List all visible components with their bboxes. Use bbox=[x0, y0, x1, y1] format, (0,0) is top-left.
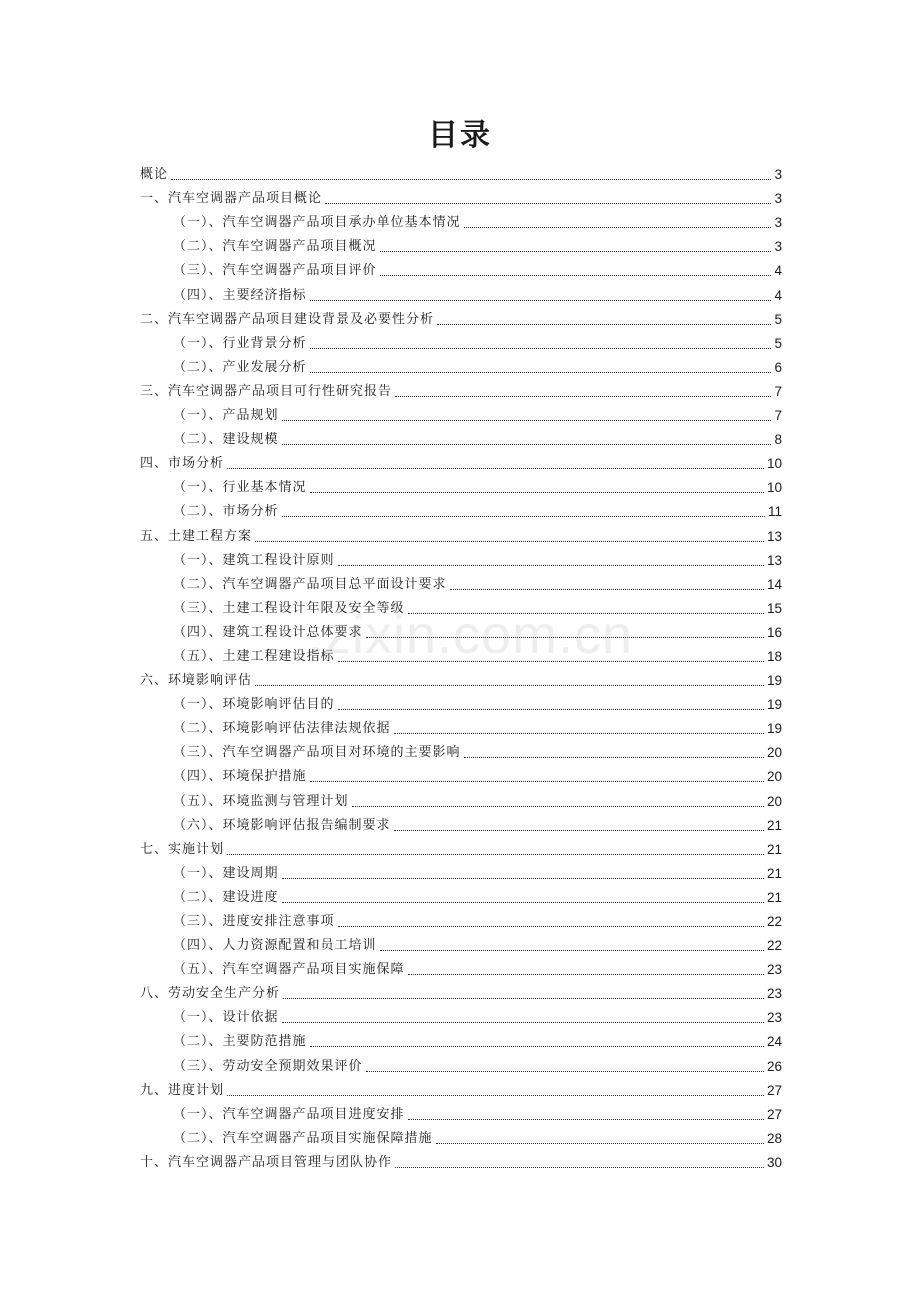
toc-entry-page-number: 27 bbox=[766, 1082, 782, 1098]
toc-entry-page-number: 14 bbox=[766, 576, 782, 592]
toc-dot-leader bbox=[171, 179, 771, 180]
toc-entry-title: （四）、人力资源配置和员工培训 bbox=[173, 938, 377, 954]
toc-dot-leader bbox=[325, 203, 771, 204]
toc-entry-page-number: 6 bbox=[774, 359, 782, 375]
toc-entry-page-number: 5 bbox=[774, 311, 782, 327]
toc-entry-title: 四、市场分析 bbox=[140, 456, 225, 472]
toc-entry-page-number: 8 bbox=[774, 432, 782, 448]
toc-entry[interactable] bbox=[140, 521, 782, 545]
toc-dot-leader bbox=[282, 902, 764, 903]
toc-dot-leader bbox=[408, 974, 764, 975]
toc-entry-page-number: 13 bbox=[766, 528, 782, 544]
toc-entry[interactable] bbox=[140, 449, 782, 473]
toc-entry-page-number: 26 bbox=[766, 1058, 782, 1074]
toc-dot-leader bbox=[310, 372, 772, 373]
toc-dot-leader bbox=[282, 420, 772, 421]
toc-dot-leader bbox=[366, 1071, 764, 1072]
toc-entry-title: （四）、建筑工程设计总体要求 bbox=[173, 624, 363, 640]
toc-entry[interactable] bbox=[140, 305, 782, 329]
toc-entry-title: （五）、土建工程建设指标 bbox=[173, 648, 335, 664]
toc-dot-leader bbox=[310, 492, 764, 493]
toc-entry-title: （三）、汽车空调器产品项目评价 bbox=[173, 263, 377, 279]
toc-dot-leader bbox=[366, 637, 764, 638]
toc-entry[interactable] bbox=[140, 497, 782, 521]
toc-entry-page-number: 23 bbox=[766, 1010, 782, 1026]
toc-entry-title: （一）、建设周期 bbox=[173, 865, 279, 881]
toc-dot-leader bbox=[255, 685, 764, 686]
toc-dot-leader bbox=[310, 300, 772, 301]
toc-entry-title: （三）、汽车空调器产品项目对环境的主要影响 bbox=[173, 745, 461, 761]
toc-entry-page-number: 10 bbox=[766, 480, 782, 496]
toc-entry-title: （六）、环境影响评估报告编制要求 bbox=[173, 817, 391, 833]
toc-entry-page-number: 19 bbox=[766, 721, 782, 737]
toc-entry[interactable] bbox=[140, 570, 782, 594]
toc-entry-title: （一）、行业背景分析 bbox=[173, 335, 307, 351]
toc-entry[interactable] bbox=[140, 955, 782, 979]
toc-entry[interactable] bbox=[140, 1124, 782, 1148]
toc-entry-title: 一、汽车空调器产品项目概论 bbox=[140, 191, 323, 207]
toc-dot-leader bbox=[282, 516, 765, 517]
toc-entry[interactable] bbox=[140, 329, 782, 353]
toc-entry-page-number: 7 bbox=[774, 383, 782, 399]
toc-dot-leader bbox=[352, 806, 764, 807]
toc-entry[interactable] bbox=[140, 859, 782, 883]
toc-entry-title: （三）、进度安排注意事项 bbox=[173, 914, 335, 929]
toc-entry-title: （二）、建设规模 bbox=[173, 432, 279, 448]
toc-entry[interactable] bbox=[140, 546, 782, 570]
toc-entry[interactable] bbox=[140, 738, 782, 762]
toc-entry-page-number: 22 bbox=[766, 914, 782, 929]
toc-entry-page-number: 20 bbox=[766, 769, 782, 785]
toc-entry[interactable] bbox=[140, 786, 782, 810]
toc-entry[interactable] bbox=[140, 835, 782, 859]
page-title: 目录 bbox=[428, 118, 492, 153]
toc-dot-leader bbox=[338, 926, 764, 927]
table-of-contents bbox=[140, 160, 782, 1172]
toc-entry[interactable] bbox=[140, 232, 782, 256]
toc-dot-leader bbox=[310, 1046, 764, 1047]
toc-entry-title: （一）、汽车空调器产品项目承办单位基本情况 bbox=[173, 215, 461, 231]
toc-entry[interactable] bbox=[140, 1076, 782, 1100]
toc-entry-page-number: 21 bbox=[766, 817, 782, 833]
toc-entry[interactable] bbox=[140, 762, 782, 786]
toc-entry-page-number: 18 bbox=[766, 648, 782, 664]
toc-entry-title: 二、汽车空调器产品项目建设背景及必要性分析 bbox=[140, 311, 435, 327]
toc-entry-page-number: 16 bbox=[766, 624, 782, 640]
toc-dot-leader bbox=[464, 227, 772, 228]
toc-dot-leader bbox=[408, 613, 764, 614]
toc-entry-page-number: 3 bbox=[774, 215, 782, 231]
toc-dot-leader bbox=[227, 468, 764, 469]
toc-entry-page-number: 24 bbox=[766, 1034, 782, 1050]
toc-dot-leader bbox=[395, 396, 771, 397]
toc-dot-leader bbox=[227, 1095, 764, 1096]
toc-entry-title: （二）、汽车空调器产品项目总平面设计要求 bbox=[173, 576, 447, 592]
toc-entry-page-number: 4 bbox=[774, 287, 782, 303]
toc-entry-title: （二）、主要防范措施 bbox=[173, 1034, 307, 1050]
toc-entry-title: （一）、产品规划 bbox=[173, 408, 279, 424]
toc-entry[interactable] bbox=[140, 811, 782, 835]
toc-entry-title: （四）、主要经济指标 bbox=[173, 287, 307, 303]
toc-entry-title: 三、汽车空调器产品项目可行性研究报告 bbox=[140, 383, 393, 399]
toc-entry-title: （三）、劳动安全预期效果评价 bbox=[173, 1058, 363, 1074]
toc-entry-title: （四）、环境保护措施 bbox=[173, 769, 307, 785]
toc-entry-title: （二）、汽车空调器产品项目概况 bbox=[173, 239, 377, 255]
toc-entry-page-number: 11 bbox=[767, 504, 782, 520]
toc-entry-page-number: 20 bbox=[766, 745, 782, 761]
toc-entry-title: 五、土建工程方案 bbox=[140, 528, 253, 544]
toc-entry-page-number: 13 bbox=[766, 552, 782, 568]
toc-entry[interactable] bbox=[140, 473, 782, 497]
toc-entry[interactable] bbox=[140, 280, 782, 304]
toc-dot-leader bbox=[282, 444, 772, 445]
toc-entry-title: （三）、土建工程设计年限及安全等级 bbox=[173, 600, 405, 616]
toc-entry[interactable] bbox=[140, 184, 782, 208]
toc-entry[interactable] bbox=[140, 1100, 782, 1124]
toc-entry-page-number: 19 bbox=[766, 697, 782, 713]
toc-entry-title: 概论 bbox=[140, 167, 169, 183]
toc-dot-leader bbox=[282, 878, 764, 879]
toc-entry-title: （一）、建筑工程设计原则 bbox=[173, 552, 335, 568]
toc-entry[interactable] bbox=[140, 256, 782, 280]
toc-dot-leader bbox=[227, 854, 764, 855]
toc-entry-page-number: 3 bbox=[774, 191, 782, 207]
toc-entry[interactable] bbox=[140, 1051, 782, 1075]
toc-entry-title: （一）、环境影响评估目的 bbox=[173, 697, 335, 713]
toc-entry[interactable] bbox=[140, 1003, 782, 1027]
toc-entry-page-number: 22 bbox=[766, 938, 782, 954]
toc-dot-leader bbox=[310, 781, 764, 782]
toc-dot-leader bbox=[395, 1167, 764, 1168]
toc-entry-title: （二）、环境影响评估法律法规依据 bbox=[173, 721, 391, 737]
toc-entry[interactable] bbox=[140, 594, 782, 618]
toc-dot-leader bbox=[380, 251, 772, 252]
toc-entry[interactable] bbox=[140, 907, 782, 931]
toc-dot-leader bbox=[408, 1119, 764, 1120]
toc-entry[interactable] bbox=[140, 160, 782, 184]
toc-entry-page-number: 21 bbox=[766, 841, 782, 857]
toc-entry[interactable] bbox=[140, 1148, 782, 1172]
toc-entry[interactable] bbox=[140, 666, 782, 690]
toc-entry-page-number: 3 bbox=[774, 239, 782, 255]
toc-entry-title: 十、汽车空调器产品项目管理与团队协作 bbox=[140, 1154, 393, 1170]
toc-dot-leader bbox=[437, 324, 771, 325]
toc-dot-leader bbox=[338, 709, 764, 710]
toc-dot-leader bbox=[380, 950, 764, 951]
toc-entry-page-number: 10 bbox=[766, 456, 782, 472]
toc-dot-leader bbox=[338, 661, 764, 662]
toc-entry-title: （二）、市场分析 bbox=[173, 504, 279, 520]
toc-dot-leader bbox=[394, 830, 764, 831]
toc-entry[interactable] bbox=[140, 401, 782, 425]
toc-entry[interactable] bbox=[140, 1027, 782, 1051]
toc-entry-title: （一）、设计依据 bbox=[173, 1010, 279, 1026]
toc-entry-page-number: 30 bbox=[766, 1154, 782, 1170]
toc-entry-title: 八、劳动安全生产分析 bbox=[140, 986, 281, 1002]
toc-entry[interactable] bbox=[140, 208, 782, 232]
toc-entry-page-number: 7 bbox=[774, 408, 782, 424]
toc-entry-title: （二）、汽车空调器产品项目实施保障措施 bbox=[173, 1130, 433, 1146]
toc-dot-leader bbox=[282, 1022, 764, 1023]
toc-entry-title: （二）、产业发展分析 bbox=[173, 359, 307, 375]
toc-entry[interactable] bbox=[140, 714, 782, 738]
toc-dot-leader bbox=[450, 589, 764, 590]
toc-entry[interactable] bbox=[140, 642, 782, 666]
toc-entry-page-number: 21 bbox=[766, 865, 782, 881]
toc-entry-page-number: 21 bbox=[766, 889, 782, 905]
toc-entry-title: （二）、建设进度 bbox=[173, 889, 279, 905]
toc-dot-leader bbox=[394, 733, 764, 734]
toc-entry[interactable] bbox=[140, 377, 782, 401]
toc-dot-leader bbox=[380, 275, 772, 276]
toc-entry[interactable] bbox=[140, 425, 782, 449]
toc-entry[interactable] bbox=[140, 931, 782, 955]
toc-dot-leader bbox=[283, 998, 764, 999]
toc-entry-page-number: 4 bbox=[774, 263, 782, 279]
toc-entry[interactable] bbox=[140, 618, 782, 642]
toc-entry-title: （五）、汽车空调器产品项目实施保障 bbox=[173, 962, 405, 978]
toc-entry-page-number: 23 bbox=[766, 962, 782, 978]
toc-dot-leader bbox=[436, 1143, 764, 1144]
toc-entry[interactable] bbox=[140, 353, 782, 377]
toc-dot-leader bbox=[255, 541, 764, 542]
toc-entry[interactable] bbox=[140, 979, 782, 1003]
toc-entry-title: 六、环境影响评估 bbox=[140, 673, 253, 689]
toc-entry-page-number: 28 bbox=[766, 1130, 782, 1146]
toc-entry-page-number: 15 bbox=[766, 600, 782, 616]
toc-dot-leader bbox=[310, 348, 772, 349]
toc-entry-page-number: 19 bbox=[766, 673, 782, 689]
toc-entry-page-number: 3 bbox=[774, 167, 782, 183]
toc-entry-title: （五）、环境监测与管理计划 bbox=[173, 793, 349, 809]
toc-dot-leader bbox=[464, 757, 764, 758]
toc-entry-page-number: 20 bbox=[766, 793, 782, 809]
toc-entry-page-number: 23 bbox=[766, 986, 782, 1002]
toc-entry-page-number: 27 bbox=[766, 1106, 782, 1122]
toc-entry-title: （一）、汽车空调器产品项目进度安排 bbox=[173, 1106, 405, 1122]
toc-entry-title: 七、实施计划 bbox=[140, 841, 225, 857]
toc-dot-leader bbox=[338, 565, 764, 566]
toc-entry-title: 九、进度计划 bbox=[140, 1082, 225, 1098]
toc-entry[interactable] bbox=[140, 690, 782, 714]
toc-entry[interactable] bbox=[140, 883, 782, 907]
toc-entry-title: （一）、行业基本情况 bbox=[173, 480, 307, 496]
watermark: .zixin.com.cn bbox=[308, 605, 634, 665]
toc-entry-page-number: 5 bbox=[774, 335, 782, 351]
